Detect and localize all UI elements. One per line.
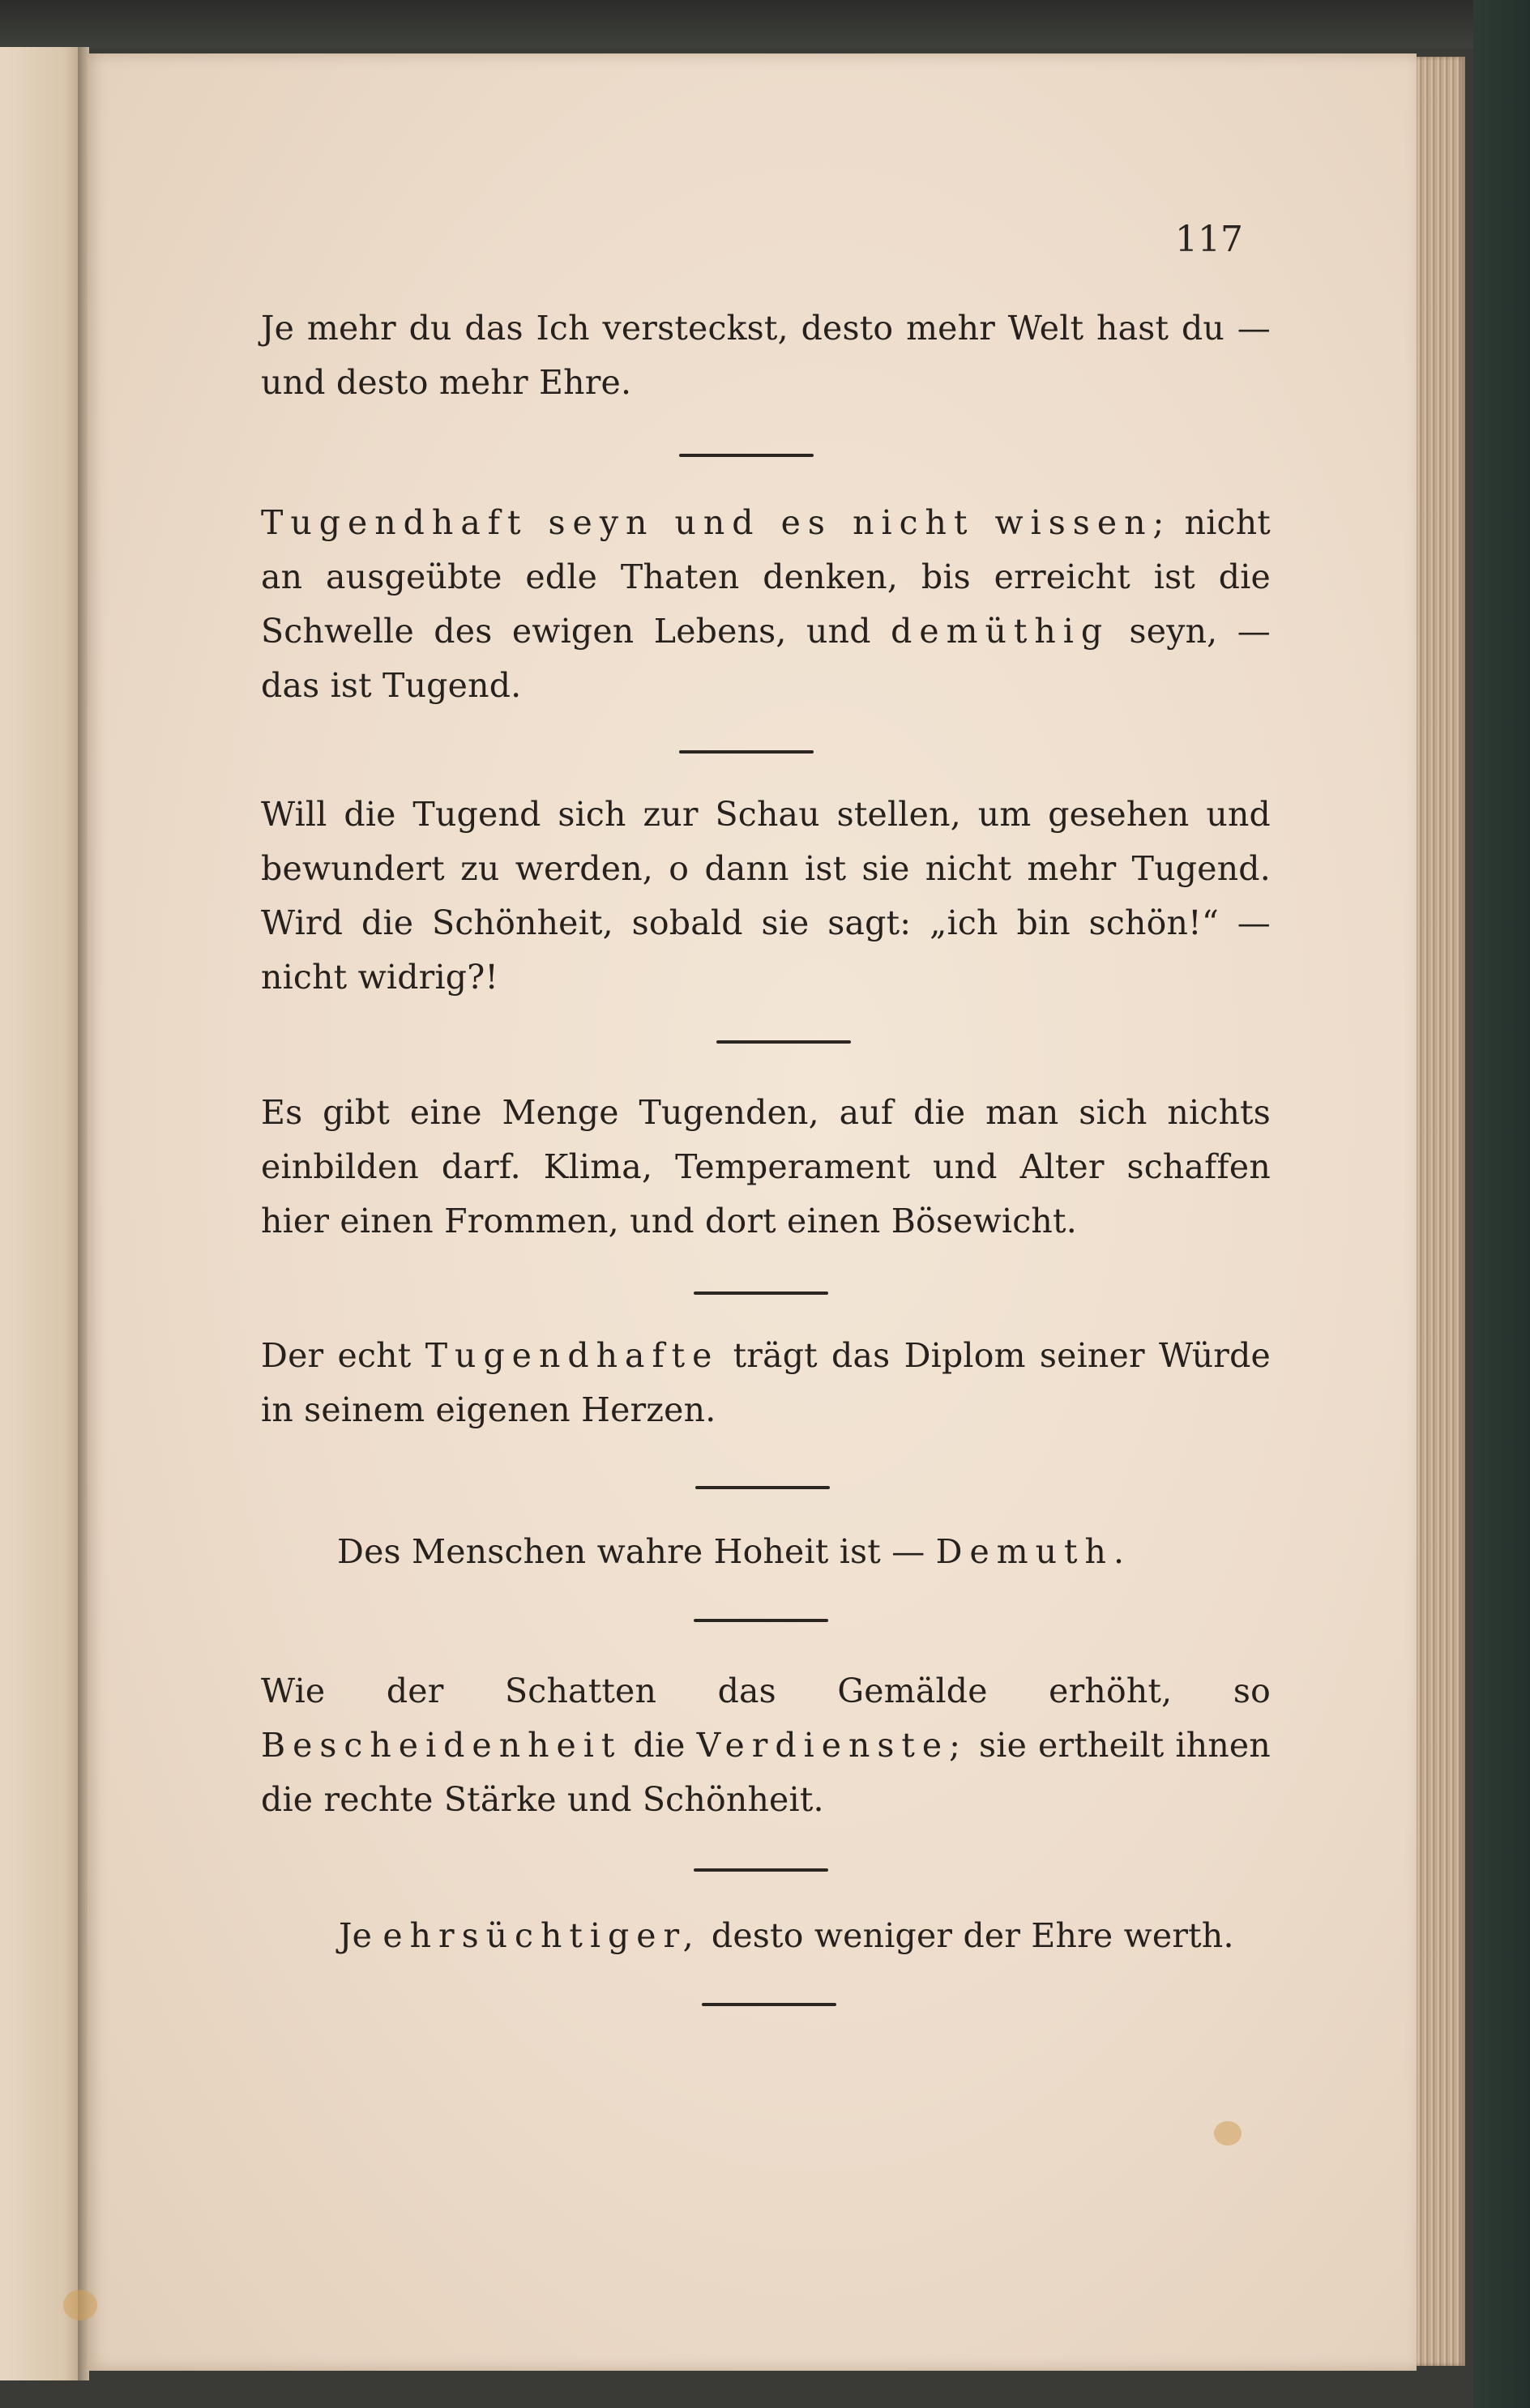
emphasized-text: Tugendhafte [425,1336,720,1375]
paragraph-text: trägt das Diplom seiner Würde in seinem eigenen Herzen. [261,1336,1271,1429]
section-divider [695,1486,830,1489]
paragraph-text: seyn, — das ist Tugend. [261,612,1271,705]
section-divider [702,2003,836,2006]
aphorism-paragraph [337,1525,1347,1579]
paragraph-text: Es gibt eine Menge Tugenden, auf die man sich nichts einbilden darf. Klima, Temperament und Alter schaffen hier einen Frommen, und dort einen Bösewicht. [261,1093,1271,1240]
section-divider [694,1292,828,1295]
book-cover-right-edge [1473,0,1530,2408]
aphorism-paragraph [261,301,1271,410]
foxing-spot [1214,2121,1242,2145]
aphorism-paragraph [261,1664,1271,1827]
paragraph-text: Je mehr du das Ich versteckst, desto mehr Welt hast du — und desto mehr Ehre. [261,309,1271,402]
emphasized-text: ehrsüchtiger, [382,1916,701,1955]
emphasized-text: Verdienste; [696,1726,968,1765]
paragraph-text: desto weniger der Ehre werth. [700,1916,1234,1955]
section-divider [694,1619,828,1622]
paragraph-text: sie ertheilt ihnen die rechte Stärke und Schönheit. [261,1726,1271,1819]
aphorism-paragraph [261,1329,1271,1437]
emphasized-text: demüthig [891,612,1110,651]
aphorism-paragraph [261,788,1271,1005]
emphasized-text: Bescheidenheit [261,1726,622,1765]
paragraph-text: Der echt [261,1336,425,1375]
emphasized-text: Tugendhaft seyn und es nicht wissen; [261,503,1172,542]
left-page-fragment [0,47,81,2380]
paragraph-text: Je [339,1916,383,1955]
page-number: 117 [1175,219,1243,260]
emphasized-text: Demuth. [935,1532,1131,1571]
paragraph-text: Wie der Schatten das Gemälde erhöht, so [261,1672,1271,1710]
aphorism-paragraph [261,1086,1271,1249]
section-divider [679,454,814,457]
book-cover-top-edge [0,0,1530,49]
aphorism-paragraph [339,1909,1348,1963]
foxing-spot [63,2290,97,2320]
paragraph-text: Will die Tugend sich zur Schau stellen, um gesehen und bewundert zu werden, o dann ist sie nicht mehr Tugend. Wird die Schönheit, sobald sie sagt: „ich bin schön!“ — nicht widrig?! [261,795,1271,997]
paragraph-text: Des Menschen wahre Hoheit ist — [337,1532,936,1571]
page-edges [1410,57,1465,2366]
section-divider [694,1868,828,1872]
paragraph-text: die [622,1726,697,1765]
paragraph-text: nicht an ausgeübte edle Thaten denken, bis erreicht ist die Schwelle des ewigen Lebens, und [261,503,1271,651]
aphorism-paragraph [261,496,1271,713]
section-divider [679,750,814,754]
section-divider [716,1040,851,1044]
